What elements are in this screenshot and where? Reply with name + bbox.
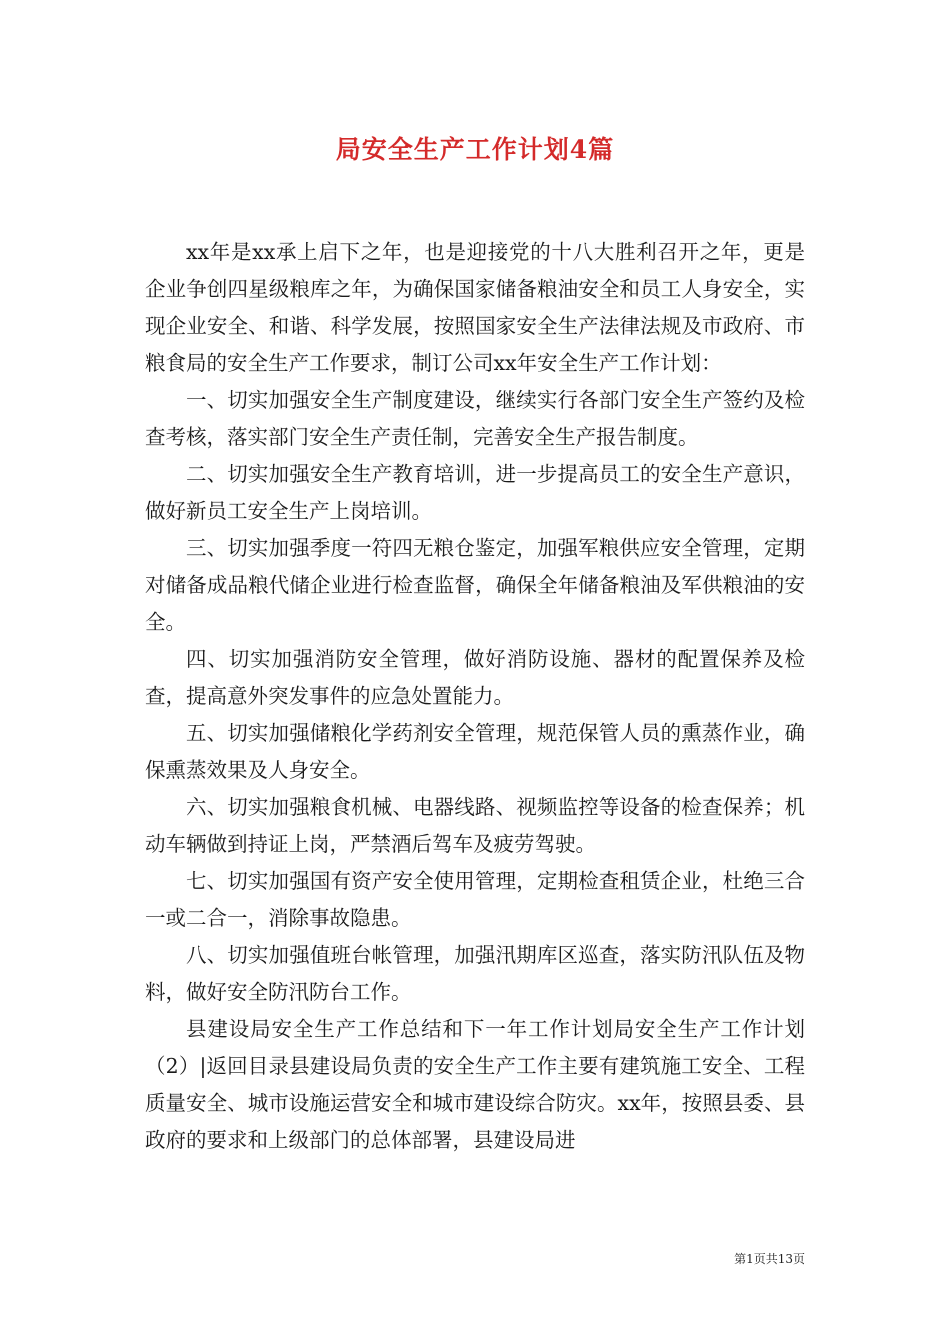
paragraph-item-8: 八、切实加强值班台帐管理，加强汛期库区巡查，落实防汛队伍及物料，做好安全防汛防台工作。 [145, 943, 805, 1004]
paragraph-county-bureau: 县建设局安全生产工作总结和下一年工作计划局安全生产工作计划（2）|返回目录县建设局负责的安全生产工作主要有建筑施工安全、工程质量安全、城市设施运营安全和城市建设综合防灾。xx年，按照县委、县政府的要求和上级部门的总体部署，县建设局进 [145, 1017, 805, 1152]
paragraph-item-6: 六、切实加强粮食机械、电器线路、视频监控等设备的检查保养；机动车辆做到持证上岗，严禁酒后驾车及疲劳驾驶。 [145, 795, 805, 856]
paragraph-item-2: 二、切实加强安全生产教育培训，进一步提高员工的安全生产意识，做好新员工安全生产上岗培训。 [145, 462, 805, 523]
page-number-footer: 第1页共13页 [734, 1252, 805, 1266]
paragraph-item-1: 一、切实加强安全生产制度建设，继续实行各部门安全生产签约及检查考核，落实部门安全生产责任制，完善安全生产报告制度。 [145, 388, 805, 449]
paragraph-item-4: 四、切实加强消防安全管理，做好消防设施、器材的配置保养及检查，提高意外突发事件的应急处置能力。 [145, 647, 805, 708]
paragraph-item-5: 五、切实加强储粮化学药剂安全管理，规范保管人员的熏蒸作业，确保熏蒸效果及人身安全。 [145, 721, 805, 782]
document-title: 局安全生产工作计划4篇 [335, 135, 615, 164]
paragraph-intro: xx年是xx承上启下之年，也是迎接党的十八大胜利召开之年，更是企业争创四星级粮库之年，为确保国家储备粮油安全和员工人身安全，实现企业安全、和谐、科学发展，按照国家安全生产法律法规及市政府、市粮食局的安全生产工作要求，制订公司xx年安全生产工作计划： [145, 240, 805, 375]
paragraph-item-3: 三、切实加强季度一符四无粮仓鉴定，加强军粮供应安全管理，定期对储备成品粮代储企业进行检查监督，确保全年储备粮油及军供粮油的安全。 [145, 536, 805, 634]
paragraph-item-7: 七、切实加强国有资产安全使用管理，定期检查租赁企业，杜绝三合一或二合一，消除事故隐患。 [145, 869, 805, 930]
document-body [145, 234, 805, 1159]
